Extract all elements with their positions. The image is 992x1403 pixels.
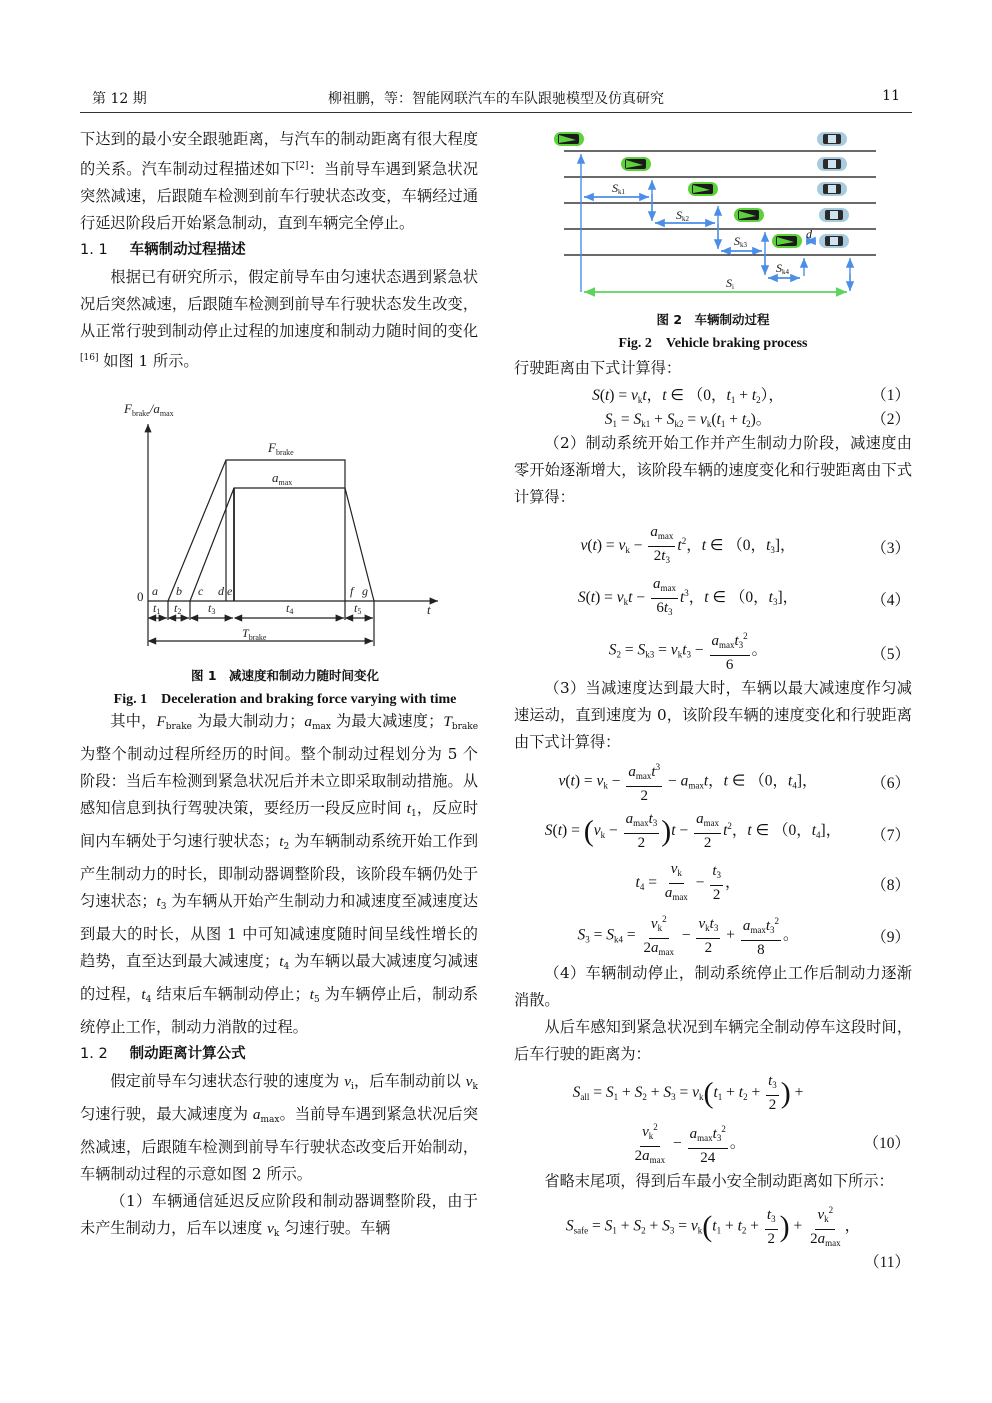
point-label-b: b [176, 584, 182, 598]
page-number: 11 [882, 88, 900, 104]
equation-4: $S(t) = v_kt$ − $\frac{a_{max}}{6t_3}$ $t^3$，t ∈ （0，$t_3$]， （4） [577, 576, 910, 617]
follow-car-icon [734, 208, 764, 222]
label-sk4: Sk4 [776, 261, 789, 276]
label-d: d [806, 227, 812, 241]
paragraph: 省略末尾项，得到后车最小安全制动距离如下所示： [544, 1172, 894, 1190]
equation-11: $S_{safe} = S_1 + S_2 + S_3 = v_k(t_1 + t_2$ + $\frac{t_3}{2}$ ) + $\frac{v_k^2}{2a_{max}}$ ， [514, 1195, 912, 1245]
amax-label: $a_{max}$ [272, 470, 293, 487]
point-label-e: e [227, 584, 233, 598]
label-si: Si [726, 276, 734, 291]
running-header [80, 86, 912, 113]
fig1-caption-cn: 图 1 减速度和制动力随时间变化 [190, 668, 380, 683]
origin-label: 0 [137, 589, 144, 604]
lead-car-icon [817, 157, 847, 171]
equation-6: $v(t) = v_k$ − $\frac{a_{max}t^3}{2}$ − $a_{max}t$，t ∈ （0，$t_4$]， （6） [514, 756, 912, 804]
equation-9: $S_3 = S_{k4}$ = $\frac{v_k^2}{2a_{max}}$ − $\frac{v_kt_3}{2}$ + $\frac{a_{max}t_3^2}{8}$ 。 （9） [514, 906, 912, 960]
equation-7: $S(t) = (v_k$ − $\frac{a_{max}t_3}{2}$ )t − $\frac{a_{max}}{2}$ $t^2$，t ∈ （0，$t_4$]， （7） [544, 811, 910, 851]
point-label-g: g [362, 584, 368, 598]
interval-label-t2: t2 [174, 601, 182, 616]
fig2-caption-cn: 图 2 车辆制动过程 [656, 312, 770, 327]
equation-2: $S_1 = S_{k1} + S_{k2} = v_k(t_1 + t_2)$。 （2） [604, 411, 910, 429]
paragraph: 行驶距离由下式计算得： [514, 359, 682, 377]
paragraph: 根据已有研究所示，假定前导车由匀速状态遇到紧急状况后突然减速，后跟随车检测到前导车行驶状态发生改变，从正常行驶到制动停止过程的加速度和制动力随时间的变化[16] 如图 1 所示。 [80, 268, 478, 370]
paragraph: 其中，$F_{brake}$ 为最大制动力；$a_{max}$ 为最大减速度；$T_{brake}$ 为整个制动过程所经历的时间。整个制动过程划分为 5 个阶段：当后车检测到紧急状况后并未立即采取制动措施。从感知信息到执行驾驶决策，要经历一段反应时间 $t_1$，反应时间内车辆处于匀速行驶状态；$t_2$ 为车辆制动系统开始工作到产生制动力的时长，即制动器调整阶段，该阶段车辆仍处于匀速状态；$t_3$ 为车辆从开始产生制动力和减速度至减速度达到最大的时长，从图 1 中可知减速度随时间呈线性增长的趋势，直至达到最大减速度；$t_4$ 为车辆以最大减速度匀减速的过程，$t_4$ 结束后车辆制动停止；$t_5$ 为车辆停止后，制动系统停止工作，制动力消散的过程。 [80, 712, 479, 1036]
label-sk2: Sk2 [676, 208, 689, 223]
follow-car-icon [688, 182, 718, 196]
fbrake-curve [168, 460, 345, 601]
interval-label-t3: t3 [208, 601, 216, 616]
right-column [514, 355, 912, 1275]
citation[interactable]: [16] [80, 353, 99, 363]
interval-label-t4: t4 [286, 601, 294, 616]
equation-3: $v(t) = v_k$ − $\frac{a_{max}}{2t_3}$ $t^2$，t ∈ （0，$t_3$]， （3） [580, 524, 910, 565]
follow-car-icon [554, 132, 584, 146]
equation-1: $S(t) = v_kt$，t ∈ （0，$t_1 + t_2$）， （1） [592, 387, 910, 405]
x-axis-label: t [427, 602, 431, 617]
equation-10-line1: $S_{all} = S_1 + S_2 + S_3 = v_k(t_1 + t_2$ + $\frac{t_3}{2}$ ) + [572, 1073, 804, 1113]
equation-8: $t_4$ = $\frac{v_k}{a_{max}}$ − $\frac{t_3}{2}$ ， （8） [635, 861, 910, 903]
point-label-c: c [198, 584, 204, 598]
fig2-caption-en: Fig. 2 Vehicle braking process [618, 336, 808, 351]
issue-number: 第 12 期 [92, 91, 147, 107]
follow-car-icon [621, 157, 651, 171]
running-title: 柳祖鹏，等：智能网联汽车的车队跟驰模型及仿真研究 [328, 91, 664, 107]
equation-10-line2: $\frac{v_k^2}{2a_{max}}$ − $\frac{a_{max}t_3^2}{24}$ 。 （10） [514, 1118, 912, 1168]
fig1-chart [90, 396, 480, 656]
paragraph: （2）制动系统开始工作并产生制动力阶段，减速度由零开始逐渐增大，该阶段车辆的速度变化和行驶距离由下式计算得： [514, 434, 912, 506]
section-heading-1-2: 1. 2 制动距离计算公式 [80, 1046, 246, 1062]
follow-car-icon [772, 234, 802, 248]
paragraph: （1）车辆通信延迟反应阶段和制动器调整阶段，由于未产生制动力，后车以速度 $v_k$ 匀速行驶。车辆 [80, 1192, 478, 1239]
figure-2 [514, 124, 912, 350]
lead-car-icon [817, 132, 847, 146]
fbrake-label: $F_{brake}$ [268, 440, 294, 457]
figure-1 [90, 396, 480, 706]
label-sk1: Sk1 [612, 181, 625, 196]
equation-11-number: （11） [864, 1254, 910, 1271]
lead-car-icon [817, 182, 847, 196]
fig1-caption-en: Fig. 1 Deceleration and braking force varying with time [113, 692, 457, 707]
lead-car-icon [819, 234, 849, 248]
point-label-a: a [152, 584, 158, 598]
total-label: $T_{brake}$ [242, 626, 267, 642]
paragraph: 从后车感知到紧急状况到车辆完全制动停车这段时间，后车行驶的距离为： [514, 1018, 912, 1063]
interval-label-t1: t1 [153, 601, 161, 616]
y-axis-label: $F_{brake}/a_{max}$ [124, 401, 174, 418]
left-column-2 [80, 708, 478, 1248]
interval-label-t5: t5 [354, 601, 362, 616]
point-label-f: f [350, 584, 354, 598]
lead-car-icon [819, 208, 849, 222]
fig2-diagram [514, 124, 912, 302]
point-label-d: d [218, 584, 224, 598]
equation-5: $S_2 = S_{k3} = v_kt_3$ − $\frac{a_{max}t_3^2}{6}$ 。 （5） [514, 621, 912, 675]
paragraph: 下达到的最小安全跟驰距离，与汽车的制动距离有很大程度的关系。汽车制动过程描述如下[2]：当前导车遇到紧急状况突然减速，后跟随车检测到前车行驶状态改变，车辆经过通行延迟阶段后开始紧急制动，直到车辆完全停止。 [80, 130, 479, 232]
paragraph: （3）当减速度达到最大时，车辆以最大减速度作匀减速运动，直到速度为 0，该阶段车辆的速度变化和行驶距离由下式计算得： [514, 679, 912, 751]
paragraph: （4）车辆制动停止，制动系统停止工作后制动力逐渐消散。 [514, 964, 912, 1009]
label-sk3: Sk3 [734, 234, 747, 249]
section-heading-1-1: 1. 1 车辆制动过程描述 [80, 242, 246, 258]
left-column [80, 126, 478, 375]
paragraph: 假定前导车匀速状态行驶的速度为 $v_i$，后车制动前以 $v_k$ 匀速行驶，最大减速度为 $a_{max}$。当前导车遇到紧急状况后突然减速，后跟随车检测到前导车行驶状态改变后开始制动，车辆制动过程的示意如图 2 所示。 [80, 1072, 479, 1183]
citation[interactable]: [2] [295, 161, 309, 171]
